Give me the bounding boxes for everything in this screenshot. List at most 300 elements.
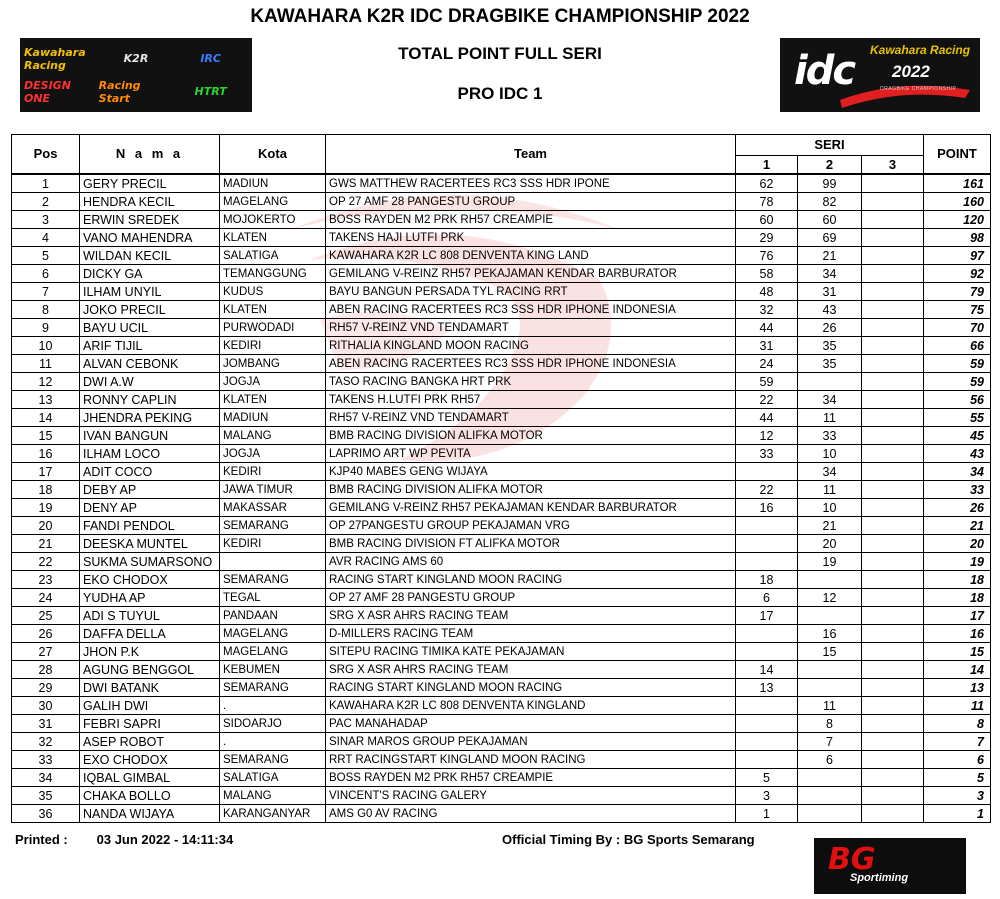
cell-pos: 28 (12, 661, 80, 679)
cell-seri-3 (862, 174, 924, 193)
cell-seri-1: 22 (736, 391, 798, 409)
table-row (12, 589, 991, 607)
cell-point: 17 (924, 607, 991, 625)
cell-pos: 18 (12, 481, 80, 499)
cell-team: BMB RACING DIVISION ALIFKA MOTOR (326, 427, 736, 445)
table-row (12, 679, 991, 697)
cell-kota: . (220, 697, 326, 715)
cell-pos: 20 (12, 517, 80, 535)
cell-kota: PURWODADI (220, 319, 326, 337)
table-row (12, 283, 991, 301)
cell-pos: 26 (12, 625, 80, 643)
cell-nama: SUKMA SUMARSONO (80, 553, 220, 571)
cell-point: 70 (924, 319, 991, 337)
cell-seri-2 (798, 571, 862, 589)
cell-seri-2: 34 (798, 463, 862, 481)
cell-seri-1: 5 (736, 769, 798, 787)
cell-kota: KLATEN (220, 301, 326, 319)
cell-team: RH57 V-REINZ VND TENDAMART (326, 319, 736, 337)
cell-nama: ALVAN CEBONK (80, 355, 220, 373)
cell-nama: GERY PRECIL (80, 174, 220, 193)
cell-pos: 35 (12, 787, 80, 805)
cell-team: D-MILLERS RACING TEAM (326, 625, 736, 643)
cell-seri-1 (736, 535, 798, 553)
cell-point: 18 (924, 571, 991, 589)
cell-seri-2: 34 (798, 391, 862, 409)
table-row (12, 787, 991, 805)
table-row (12, 661, 991, 679)
cell-nama: ILHAM UNYIL (80, 283, 220, 301)
cell-seri-1: 29 (736, 229, 798, 247)
cell-pos: 31 (12, 715, 80, 733)
sponsor-logo-kawahara: Kawahara Racing (24, 45, 86, 72)
cell-nama: ARIF TIJIL (80, 337, 220, 355)
table-row (12, 535, 991, 553)
table-row (12, 805, 991, 823)
cell-seri-1: 12 (736, 427, 798, 445)
cell-team: SRG X ASR AHRS RACING TEAM (326, 607, 736, 625)
cell-seri-2: 99 (798, 174, 862, 193)
cell-seri-1: 22 (736, 481, 798, 499)
cell-point: 21 (924, 517, 991, 535)
cell-seri-3 (862, 283, 924, 301)
cell-point: 120 (924, 211, 991, 229)
cell-pos: 32 (12, 733, 80, 751)
cell-team: BAYU BANGUN PERSADA TYL RACING RRT (326, 283, 736, 301)
event-logo (780, 38, 980, 112)
cell-kota: KLATEN (220, 391, 326, 409)
table-row (12, 265, 991, 283)
cell-point: 34 (924, 463, 991, 481)
header-team: Team (326, 135, 736, 175)
cell-seri-3 (862, 211, 924, 229)
cell-seri-1: 58 (736, 265, 798, 283)
cell-team: VINCENT'S RACING GALERY (326, 787, 736, 805)
cell-point: 59 (924, 373, 991, 391)
header-kota: Kota (220, 135, 326, 175)
cell-seri-1: 48 (736, 283, 798, 301)
cell-seri-3 (862, 643, 924, 661)
cell-kota: SALATIGA (220, 247, 326, 265)
cell-seri-3 (862, 193, 924, 211)
cell-team: OP 27 AMF 28 PANGESTU GROUP (326, 193, 736, 211)
cell-seri-2 (798, 661, 862, 679)
printed-info (15, 832, 233, 847)
cell-seri-3 (862, 805, 924, 823)
cell-nama: IQBAL GIMBAL (80, 769, 220, 787)
table-row (12, 337, 991, 355)
cell-pos: 12 (12, 373, 80, 391)
cell-point: 161 (924, 174, 991, 193)
cell-nama: EKO CHODOX (80, 571, 220, 589)
cell-seri-3 (862, 553, 924, 571)
cell-pos: 22 (12, 553, 80, 571)
cell-point: 18 (924, 589, 991, 607)
cell-seri-2 (798, 769, 862, 787)
cell-team: RACING START KINGLAND MOON RACING (326, 571, 736, 589)
table-row (12, 427, 991, 445)
cell-seri-3 (862, 751, 924, 769)
cell-nama: DEBY AP (80, 481, 220, 499)
cell-point: 56 (924, 391, 991, 409)
cell-seri-1: 78 (736, 193, 798, 211)
cell-pos: 13 (12, 391, 80, 409)
cell-seri-1: 14 (736, 661, 798, 679)
cell-point: 97 (924, 247, 991, 265)
cell-nama: ERWIN SREDEK (80, 211, 220, 229)
cell-kota: KUDUS (220, 283, 326, 301)
cell-kota: KLATEN (220, 229, 326, 247)
table-row (12, 247, 991, 265)
cell-seri-1: 16 (736, 499, 798, 517)
cell-point: 5 (924, 769, 991, 787)
cell-team: LAPRIMO ART WP PEVITA (326, 445, 736, 463)
cell-seri-3 (862, 229, 924, 247)
cell-kota: SIDOARJO (220, 715, 326, 733)
cell-seri-3 (862, 697, 924, 715)
cell-seri-1 (736, 463, 798, 481)
cell-pos: 27 (12, 643, 80, 661)
table-row (12, 355, 991, 373)
cell-pos: 19 (12, 499, 80, 517)
cell-point: 19 (924, 553, 991, 571)
cell-seri-2: 43 (798, 301, 862, 319)
cell-nama: FANDI PENDOL (80, 517, 220, 535)
cell-seri-3 (862, 679, 924, 697)
cell-seri-1 (736, 625, 798, 643)
cell-nama: DICKY GA (80, 265, 220, 283)
table-row (12, 625, 991, 643)
cell-seri-1: 31 (736, 337, 798, 355)
cell-kota: TEGAL (220, 589, 326, 607)
timing-logo (814, 838, 966, 894)
cell-seri-3 (862, 625, 924, 643)
cell-kota (220, 553, 326, 571)
table-row (12, 553, 991, 571)
cell-seri-1: 32 (736, 301, 798, 319)
cell-team: RRT RACINGSTART KINGLAND MOON RACING (326, 751, 736, 769)
header-seri-2: 2 (798, 156, 862, 175)
cell-seri-3 (862, 499, 924, 517)
cell-seri-3 (862, 769, 924, 787)
cell-seri-2: 69 (798, 229, 862, 247)
cell-seri-2: 10 (798, 445, 862, 463)
cell-seri-2: 26 (798, 319, 862, 337)
cell-seri-1: 44 (736, 409, 798, 427)
cell-nama: FEBRI SAPRI (80, 715, 220, 733)
cell-seri-2 (798, 607, 862, 625)
cell-nama: NANDA WIJAYA (80, 805, 220, 823)
cell-pos: 29 (12, 679, 80, 697)
cell-kota: TEMANGGUNG (220, 265, 326, 283)
cell-seri-2: 11 (798, 409, 862, 427)
cell-pos: 33 (12, 751, 80, 769)
cell-team: TASO RACING BANGKA HRT PRK (326, 373, 736, 391)
standings-body (12, 174, 991, 823)
cell-nama: BAYU UCIL (80, 319, 220, 337)
cell-seri-3 (862, 391, 924, 409)
cell-seri-2: 82 (798, 193, 862, 211)
cell-team: BOSS RAYDEN M2 PRK RH57 CREAMPIE (326, 211, 736, 229)
cell-seri-1: 60 (736, 211, 798, 229)
table-row (12, 301, 991, 319)
header-pos: Pos (12, 135, 80, 175)
cell-team: GEMILANG V-REINZ RH57 PEKAJAMAN KENDAR BARBURATOR (326, 265, 736, 283)
cell-pos: 14 (12, 409, 80, 427)
cell-seri-1: 17 (736, 607, 798, 625)
cell-nama: DENY AP (80, 499, 220, 517)
cell-seri-3 (862, 787, 924, 805)
cell-point: 55 (924, 409, 991, 427)
cell-kota: MAKASSAR (220, 499, 326, 517)
cell-kota: SEMARANG (220, 751, 326, 769)
cell-team: ABEN RACING RACERTEES RC3 SSS HDR IPHONE INDONESIA (326, 355, 736, 373)
cell-nama: ADIT COCO (80, 463, 220, 481)
cell-seri-3 (862, 373, 924, 391)
cell-kota: MAGELANG (220, 643, 326, 661)
cell-team: AMS G0 AV RACING (326, 805, 736, 823)
cell-pos: 9 (12, 319, 80, 337)
cell-nama: VANO MAHENDRA (80, 229, 220, 247)
cell-seri-1 (736, 697, 798, 715)
cell-point: 15 (924, 643, 991, 661)
table-row (12, 715, 991, 733)
table-row (12, 409, 991, 427)
cell-seri-3 (862, 571, 924, 589)
cell-kota: SEMARANG (220, 517, 326, 535)
cell-team: KJP40 MABES GENG WIJAYA (326, 463, 736, 481)
table-row (12, 445, 991, 463)
cell-pos: 1 (12, 174, 80, 193)
table-row (12, 229, 991, 247)
cell-seri-2: 7 (798, 733, 862, 751)
cell-pos: 17 (12, 463, 80, 481)
cell-team: GEMILANG V-REINZ RH57 PEKAJAMAN KENDAR BARBURATOR (326, 499, 736, 517)
event-logo-mark: idc (794, 48, 855, 94)
cell-seri-2: 33 (798, 427, 862, 445)
table-row (12, 643, 991, 661)
cell-seri-3 (862, 715, 924, 733)
cell-team: SINAR MAROS GROUP PEKAJAMAN (326, 733, 736, 751)
cell-nama: DWI BATANK (80, 679, 220, 697)
cell-seri-1: 6 (736, 589, 798, 607)
cell-seri-2: 31 (798, 283, 862, 301)
cell-seri-2: 12 (798, 589, 862, 607)
cell-kota: MALANG (220, 427, 326, 445)
cell-seri-2: 19 (798, 553, 862, 571)
cell-point: 1 (924, 805, 991, 823)
cell-kota: PANDAAN (220, 607, 326, 625)
cell-pos: 4 (12, 229, 80, 247)
table-row (12, 193, 991, 211)
cell-team: RH57 V-REINZ VND TENDAMART (326, 409, 736, 427)
cell-kota: KEDIRI (220, 463, 326, 481)
printed-date: 03 Jun 2022 - 14:11:34 (96, 832, 234, 847)
cell-team: KAWAHARA K2R LC 808 DENVENTA KING LAND (326, 247, 736, 265)
cell-point: 43 (924, 445, 991, 463)
cell-seri-1 (736, 715, 798, 733)
header-nama: N a m a (80, 135, 220, 175)
cell-point: 8 (924, 715, 991, 733)
cell-point: 20 (924, 535, 991, 553)
cell-seri-2: 6 (798, 751, 862, 769)
sponsor-logo-irc: IRC (200, 52, 221, 65)
cell-point: 59 (924, 355, 991, 373)
cell-pos: 15 (12, 427, 80, 445)
report-subtitle: TOTAL POINT FULL SERI (398, 44, 602, 63)
cell-point: 75 (924, 301, 991, 319)
cell-seri-3 (862, 355, 924, 373)
timing-logo-text: Sportiming (850, 872, 909, 884)
cell-seri-1: 44 (736, 319, 798, 337)
table-row (12, 391, 991, 409)
cell-seri-2: 11 (798, 697, 862, 715)
sponsor-logo-racing-start: Racing Start (98, 78, 141, 105)
cell-pos: 2 (12, 193, 80, 211)
cell-nama: DWI A.W (80, 373, 220, 391)
cell-seri-3 (862, 247, 924, 265)
cell-seri-1: 1 (736, 805, 798, 823)
cell-seri-3 (862, 481, 924, 499)
cell-seri-1: 62 (736, 174, 798, 193)
cell-seri-1: 24 (736, 355, 798, 373)
cell-nama: AGUNG BENGGOL (80, 661, 220, 679)
cell-pos: 6 (12, 265, 80, 283)
cell-nama: HENDRA KECIL (80, 193, 220, 211)
sponsor-logo-k2r: K2R (123, 52, 149, 65)
table-row (12, 607, 991, 625)
class-name: PRO IDC 1 (457, 84, 543, 103)
cell-pos: 16 (12, 445, 80, 463)
cell-seri-1 (736, 751, 798, 769)
cell-nama: JHENDRA PEKING (80, 409, 220, 427)
table-row (12, 697, 991, 715)
table-row (12, 174, 991, 193)
cell-kota: MALANG (220, 787, 326, 805)
cell-team: OP 27PANGESTU GROUP PEKAJAMAN VRG (326, 517, 736, 535)
cell-seri-2: 11 (798, 481, 862, 499)
event-logo-year: 2022 (892, 62, 930, 81)
cell-seri-2 (798, 373, 862, 391)
cell-pos: 10 (12, 337, 80, 355)
cell-kota: JOMBANG (220, 355, 326, 373)
sponsor-logo-htrt: HTRT (194, 85, 227, 98)
cell-seri-3 (862, 463, 924, 481)
header-seri: SERI (736, 135, 924, 156)
header-seri-1: 1 (736, 156, 798, 175)
cell-nama: ASEP ROBOT (80, 733, 220, 751)
cell-seri-2: 21 (798, 247, 862, 265)
cell-nama: ILHAM LOCO (80, 445, 220, 463)
cell-kota: SEMARANG (220, 679, 326, 697)
cell-pos: 7 (12, 283, 80, 301)
cell-team: RACING START KINGLAND MOON RACING (326, 679, 736, 697)
sponsor-logos (20, 38, 252, 112)
cell-seri-1: 59 (736, 373, 798, 391)
cell-nama: WILDAN KECIL (80, 247, 220, 265)
cell-point: 14 (924, 661, 991, 679)
cell-team: AVR RACING AMS 60 (326, 553, 736, 571)
cell-point: 11 (924, 697, 991, 715)
cell-point: 98 (924, 229, 991, 247)
championship-title: KAWAHARA K2R IDC DRAGBIKE CHAMPIONSHIP 2022 (250, 6, 750, 27)
cell-team: KAWAHARA K2R LC 808 DENVENTA KINGLAND (326, 697, 736, 715)
cell-point: 6 (924, 751, 991, 769)
cell-team: GWS MATTHEW RACERTEES RC3 SSS HDR IPONE (326, 174, 736, 193)
cell-seri-2: 10 (798, 499, 862, 517)
cell-seri-1 (736, 553, 798, 571)
cell-seri-3 (862, 661, 924, 679)
cell-seri-2: 15 (798, 643, 862, 661)
cell-seri-2: 35 (798, 355, 862, 373)
cell-pos: 11 (12, 355, 80, 373)
cell-seri-2: 34 (798, 265, 862, 283)
table-row (12, 499, 991, 517)
cell-seri-3 (862, 409, 924, 427)
cell-kota: JOGJA (220, 373, 326, 391)
cell-seri-1: 3 (736, 787, 798, 805)
cell-seri-1 (736, 643, 798, 661)
cell-kota: MADIUN (220, 409, 326, 427)
cell-point: 33 (924, 481, 991, 499)
cell-kota: MAGELANG (220, 193, 326, 211)
cell-seri-2: 8 (798, 715, 862, 733)
cell-seri-1: 18 (736, 571, 798, 589)
cell-kota: KARANGANYAR (220, 805, 326, 823)
cell-team: TAKENS H.LUTFI PRK RH57 (326, 391, 736, 409)
cell-point: 16 (924, 625, 991, 643)
header-seri-3: 3 (862, 156, 924, 175)
cell-kota: KEDIRI (220, 337, 326, 355)
cell-seri-3 (862, 301, 924, 319)
cell-seri-2: 35 (798, 337, 862, 355)
cell-point: 45 (924, 427, 991, 445)
cell-team: SITEPU RACING TIMIKA KATE PEKAJAMAN (326, 643, 736, 661)
cell-team: TAKENS HAJI LUTFI PRK (326, 229, 736, 247)
cell-nama: DEESKA MUNTEL (80, 535, 220, 553)
cell-seri-2 (798, 805, 862, 823)
table-row (12, 517, 991, 535)
cell-kota: KEDIRI (220, 535, 326, 553)
table-row (12, 373, 991, 391)
cell-kota: JOGJA (220, 445, 326, 463)
table-row (12, 769, 991, 787)
cell-seri-2: 21 (798, 517, 862, 535)
printed-label: Printed : (15, 832, 68, 847)
standings-table (11, 134, 991, 823)
cell-team: ABEN RACING RACERTEES RC3 SSS HDR IPHONE INDONESIA (326, 301, 736, 319)
cell-point: 79 (924, 283, 991, 301)
table-row (12, 481, 991, 499)
cell-team: PAC MANAHADAP (326, 715, 736, 733)
event-logo-subtitle: DRAGBIKE CHAMPIONSHIP (880, 86, 957, 92)
timing-logo-mark: BG (828, 842, 876, 877)
cell-pos: 24 (12, 589, 80, 607)
cell-kota: SALATIGA (220, 769, 326, 787)
sponsor-logo-design-one: DESIGN ONE (24, 78, 71, 105)
cell-nama: ADI S TUYUL (80, 607, 220, 625)
cell-seri-1 (736, 517, 798, 535)
table-row (12, 319, 991, 337)
cell-seri-3 (862, 265, 924, 283)
cell-team: RITHALIA KINGLAND MOON RACING (326, 337, 736, 355)
cell-seri-1 (736, 733, 798, 751)
cell-seri-1: 76 (736, 247, 798, 265)
cell-pos: 30 (12, 697, 80, 715)
cell-pos: 23 (12, 571, 80, 589)
cell-kota: SEMARANG (220, 571, 326, 589)
cell-seri-3 (862, 607, 924, 625)
